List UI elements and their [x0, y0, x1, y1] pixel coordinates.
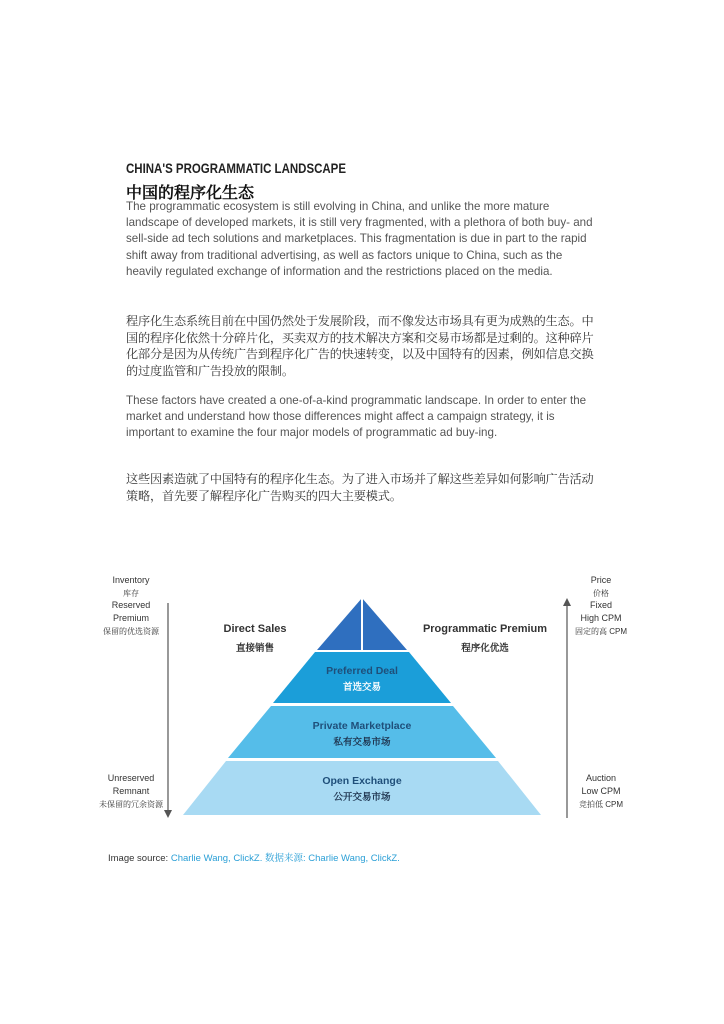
right-label-auction: Auction — [585, 773, 617, 783]
paragraph-en-2: These factors have created a one-of-a-kind programmatic landscape. In order to enter the market and understand how those differences might affect a campaign strategy, it is important to examine the four major models of programmatic ad buy-ing. — [126, 394, 587, 440]
direct-sales-label-cn: 直接销售 — [235, 643, 275, 654]
paragraph-cn-1: 程序化生态系统目前在中国仍然处于发展阶段，而不像发达市场具有更为成熟的生态。中国的程序化依然十分碎片化，买卖双方的技术解决方案和交易市场都是过剩的。这种碎片化部分是因为从传统广告到程序化广告的快速转变，以及中国特有的因素，例如信息交换的过度监管和广告投放的限制。 — [126, 314, 594, 378]
left-label-reserved: Reserved — [111, 600, 151, 610]
left-label-inventory-cn: 库存 — [123, 589, 139, 598]
left-label-reserved-cn: 保留的优选资源 — [103, 627, 159, 636]
right-label-low-cpm: Low CPM — [581, 786, 621, 796]
section-title-en: CHINA'S PROGRAMMATIC LANDSCAPE — [126, 160, 347, 176]
right-label-fixed: Fixed — [589, 600, 613, 610]
right-label-price-cn: 价格 — [593, 589, 609, 598]
tier-label-private-marketplace: Private Marketplace — [312, 720, 412, 732]
right-label-fixed-cn: 固定的高 CPM — [575, 627, 627, 636]
right-bottom-labels — [579, 773, 623, 809]
right-label-auction-cn: 竞拍低 CPM — [579, 800, 623, 809]
programmatic-pyramid-diagram — [0, 560, 724, 860]
section-title-cn: 中国的程序化生态 — [126, 183, 255, 202]
programmatic-premium-label: Programmatic Premium — [422, 623, 548, 635]
inventory-arrow — [164, 603, 172, 818]
paragraph-en-1: The programmatic ecosystem is still evolving in China, and unlike the more mature landscape of developed markets, it is still very fragmented, with a plethora of both buy- and sell-side ad tech solutions and marketplaces. This fragmentation is due in part to the rapid shift away from traditional advertising, as well as factors unique to China, such as the heavily regulated exchange of information and the restrictions placed on the media. — [126, 200, 593, 278]
tier-label-private-marketplace-cn: 私有交易市场 — [333, 737, 391, 748]
tier-label-preferred-deal-cn: 首选交易 — [342, 682, 382, 693]
programmatic-premium-label-cn: 程序化优选 — [461, 643, 509, 654]
source-credit-link[interactable]: Charlie Wang, ClickZ. — [170, 853, 263, 864]
price-arrow — [563, 598, 571, 818]
image-source-caption — [108, 850, 400, 864]
left-bottom-labels — [99, 773, 164, 809]
source-label-cn: 数据来源: — [265, 853, 309, 864]
left-top-labels — [103, 575, 160, 636]
pyramid-apex-right — [362, 598, 407, 650]
pyramid-apex-left — [317, 598, 362, 650]
left-label-unreserved: Unreserved — [107, 773, 155, 783]
source-label: Image source: — [108, 853, 171, 864]
pyramid-tier-preferred-deal — [273, 652, 451, 703]
left-label-remnant: Remnant — [112, 786, 150, 796]
left-label-premium: Premium — [112, 613, 150, 623]
direct-sales-label: Direct Sales — [223, 623, 287, 635]
right-label-price: Price — [590, 575, 612, 585]
paragraph-cn-2: 这些因素造就了中国特有的程序化生态。为了进入市场并了解这些差异如何影响广告活动策略，首先要了解程序化广告购买的四大主要模式。 — [126, 472, 594, 503]
tier-label-open-exchange: Open Exchange — [322, 775, 402, 787]
pyramid-tier-open-exchange — [183, 761, 541, 815]
tier-label-preferred-deal: Preferred Deal — [326, 665, 398, 677]
left-label-unreserved-cn: 未保留的冗余资源 — [99, 800, 163, 809]
source-credit-link-cn[interactable]: Charlie Wang, ClickZ. — [308, 853, 400, 864]
left-label-inventory: Inventory — [112, 575, 150, 585]
pyramid-tier-private-marketplace — [228, 706, 496, 758]
tier-label-open-exchange-cn: 公开交易市场 — [333, 792, 391, 803]
right-top-labels — [575, 575, 627, 636]
right-label-high-cpm: High CPM — [580, 613, 622, 623]
